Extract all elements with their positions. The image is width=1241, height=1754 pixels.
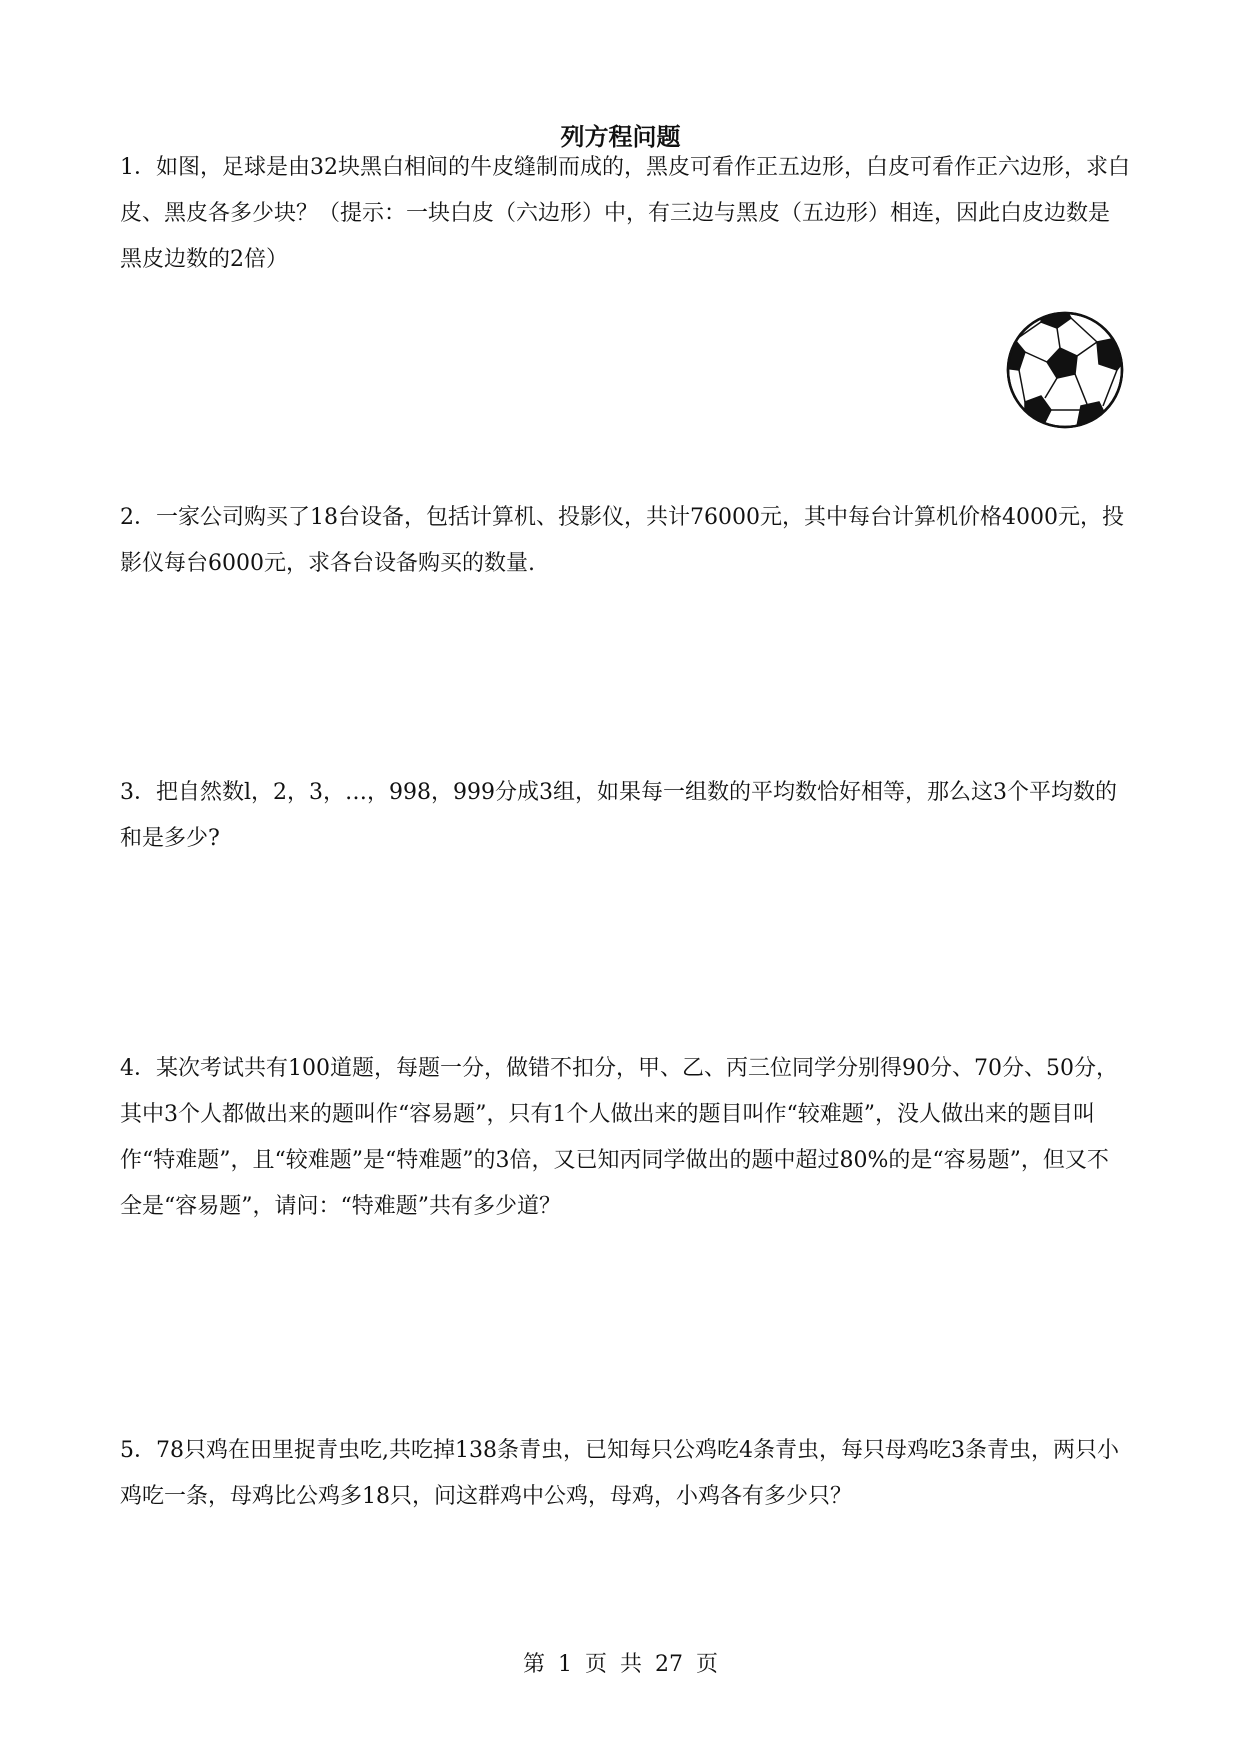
page-title: 列方程问题: [560, 123, 681, 151]
page-footer: 第 1 页 共 27 页: [523, 1652, 718, 1677]
problem-2: 2．一家公司购买了18台设备，包括计算机、投影仪，共计76000元，其中每台计算机价格4000元，投影仪每台6000元，求各台设备购买的数量.: [120, 505, 1124, 576]
problem-4: 4．某次考试共有100道题，每题一分，做错不扣分，甲、乙、丙三位同学分别得90分、70分、50分，其中3个人都做出来的题叫作“容易题”，只有1个人做出来的题目叫作“较难题”，没人做出来的题目叫作“特难题”，且“较难题”是“特难题”的3倍，又已知丙同学做出的题中超过80%的是“容易题”，但又不全是“容易题”，请问：“特难题”共有多少道？: [120, 1056, 1118, 1219]
problem-1: 1．如图，足球是由32块黑白相间的牛皮缝制而成的，黑皮可看作正五边形，白皮可看作正六边形，求白皮、黑皮各多少块？（提示：一块白皮（六边形）中，有三边与黑皮（五边形）相连，因此白皮边数是黑皮边数的2倍）: [120, 155, 1130, 272]
football-icon: [1005, 310, 1125, 430]
problem-3: 3．把自然数l，2，3，…，998，999分成3组，如果每一组数的平均数恰好相等，那么这3个平均数的和是多少?: [120, 780, 1118, 851]
problem-5: 5．78只鸡在田里捉青虫吃,共吃掉138条青虫，已知每只公鸡吃4条青虫，每只母鸡吃3条青虫，两只小鸡吃一条，母鸡比公鸡多18只，问这群鸡中公鸡，母鸡，小鸡各有多少只？: [120, 1438, 1119, 1509]
